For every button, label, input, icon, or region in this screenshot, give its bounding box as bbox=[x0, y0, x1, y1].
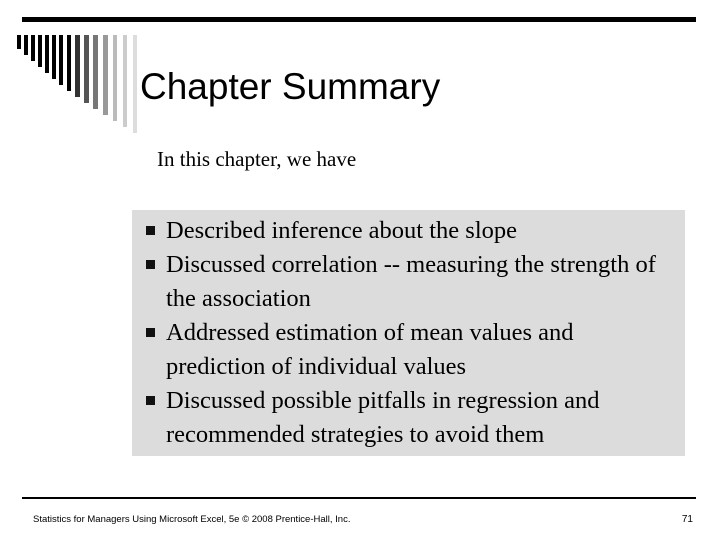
decorative-bar bbox=[52, 35, 56, 79]
bullet-item bbox=[146, 384, 676, 452]
decorative-bar bbox=[59, 35, 63, 85]
page-number: 71 bbox=[681, 514, 693, 525]
decorative-bar bbox=[67, 35, 71, 91]
square-bullet-icon bbox=[146, 226, 155, 235]
square-bullet-icon bbox=[146, 328, 155, 337]
decorative-bar bbox=[93, 35, 98, 109]
bullet-item bbox=[146, 248, 676, 316]
bullet-item bbox=[146, 214, 676, 248]
decorative-bar bbox=[113, 35, 117, 121]
bullet-list bbox=[146, 214, 676, 452]
bullet-item bbox=[146, 316, 676, 384]
decorative-bar bbox=[45, 35, 49, 73]
square-bullet-icon bbox=[146, 260, 155, 269]
decorative-bar bbox=[75, 35, 80, 97]
intro-text: In this chapter, we have bbox=[157, 147, 357, 171]
decorative-bar bbox=[17, 35, 21, 49]
footer-text: Statistics for Managers Using Microsoft Excel, 5e © 2008 Prentice-Hall, Inc. bbox=[33, 514, 351, 525]
decorative-bar bbox=[84, 35, 89, 103]
decorative-bar bbox=[38, 35, 42, 67]
square-bullet-icon bbox=[146, 396, 155, 405]
decorative-bar bbox=[103, 35, 108, 115]
top-rule bbox=[22, 17, 696, 22]
decorative-bar bbox=[31, 35, 35, 61]
bullet-text: Addressed estimation of mean values and prediction of individual values bbox=[166, 319, 574, 380]
bullet-text: Discussed correlation -- measuring the strength of the association bbox=[166, 251, 656, 312]
slide-title: Chapter Summary bbox=[140, 66, 441, 107]
bottom-rule bbox=[22, 497, 696, 499]
bullet-text: Discussed possible pitfalls in regression and recommended strategies to avoid them bbox=[166, 387, 600, 448]
decorative-bar bbox=[24, 35, 28, 55]
decorative-bar bbox=[123, 35, 127, 127]
bullet-text: Described inference about the slope bbox=[166, 217, 518, 244]
decorative-bar bbox=[133, 35, 137, 133]
